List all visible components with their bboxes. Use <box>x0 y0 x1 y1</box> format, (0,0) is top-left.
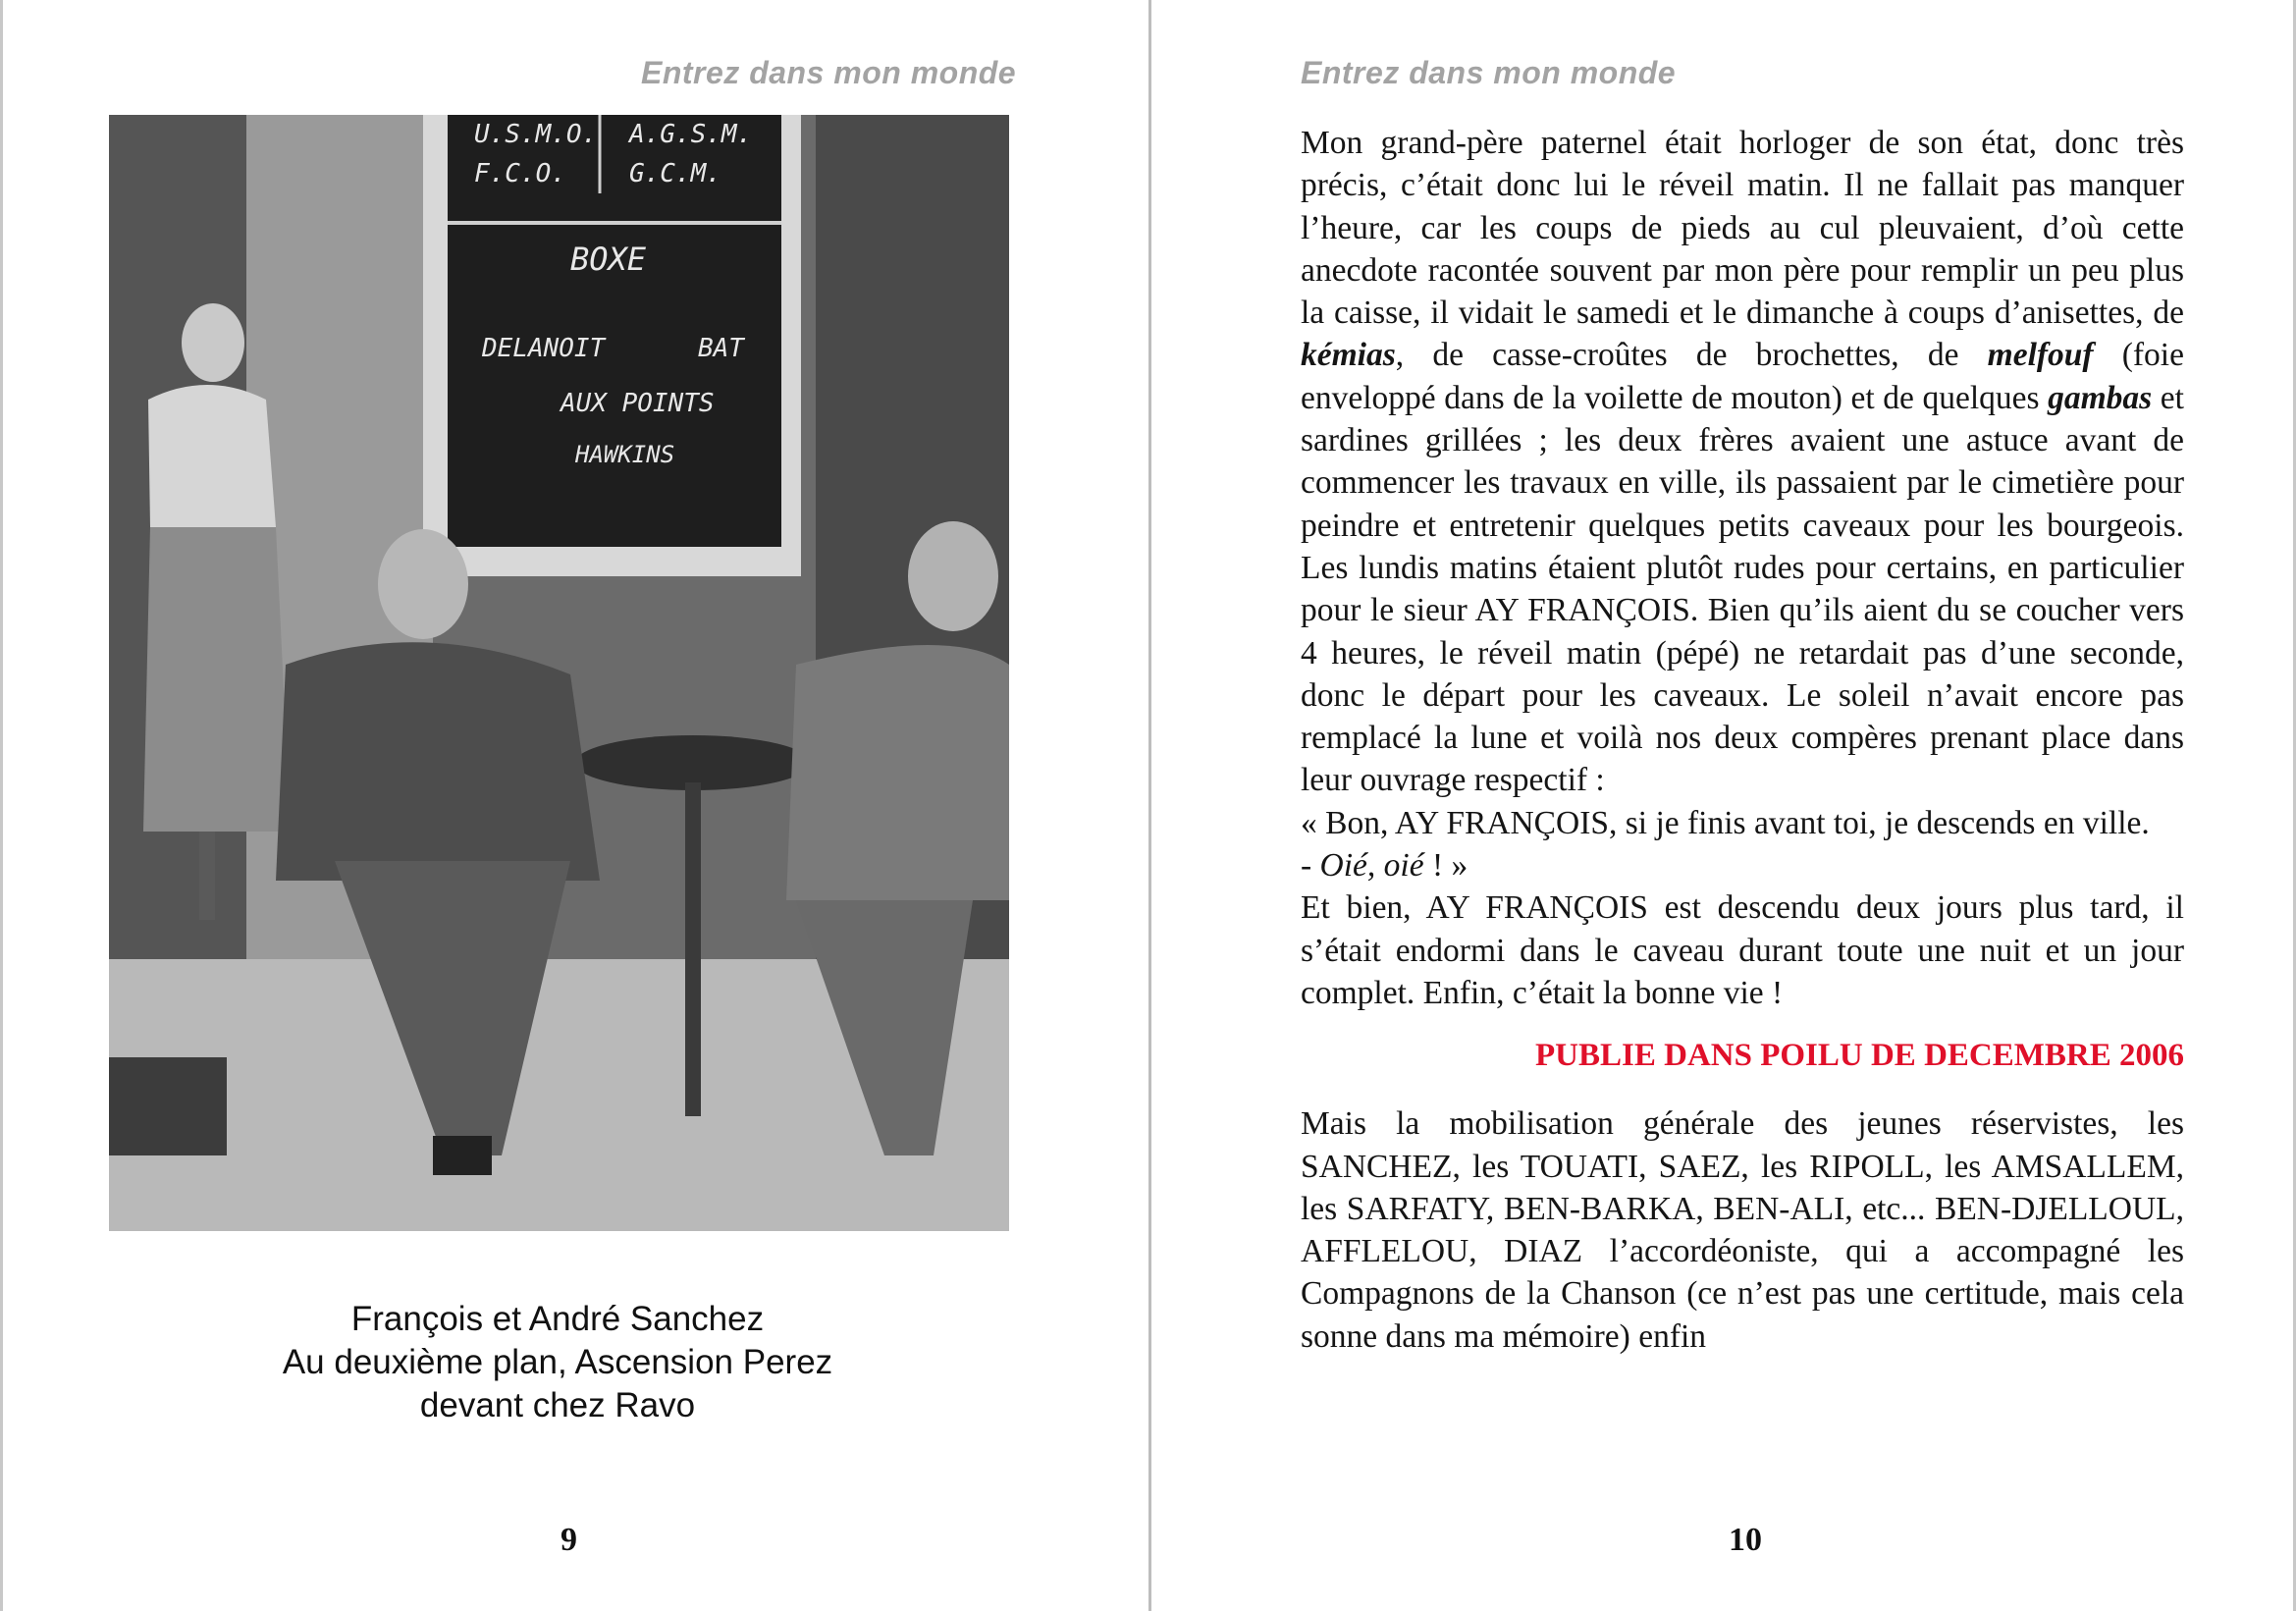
right-page <box>1148 0 2296 1611</box>
emphasis-word: melfouf <box>1987 337 2094 374</box>
caption-line: devant chez Ravo <box>419 1386 696 1424</box>
paragraph: Mais la mobilisation générale des jeunes réservistes, les SANCHEZ, les TOUATI, SAEZ, les RIPOLL, les AMSALLEM, les SARFATY, BEN-BARKA, BEN-ALI, etc... BEN-DJELLOUL, AFFLELOU, DIAZ l’accordéoniste, qui a accompagné les Compagnons de la Chanson (ce n’est pas une certitude, mais cela sonne dans ma mémoire) enfin <box>1301 1105 2184 1355</box>
board-line: BOXE <box>570 241 647 278</box>
emphasis-word: gambas <box>2048 379 2153 416</box>
paragraph: Et bien, AY FRANÇOIS est descendu deux jours plus tard, il s’était endormi dans le caveau durant toute une nuit et un jour complet. Enfin, c’était la bonne vie ! <box>1301 889 2184 1011</box>
photo-caption <box>3 1298 1112 1427</box>
page-number: 9 <box>561 1522 577 1558</box>
board-line: U.S.M.O. <box>474 120 598 149</box>
page-number: 10 <box>1729 1522 1762 1558</box>
board-line: HAWKINS <box>575 441 675 468</box>
vintage-photo <box>109 115 1009 1231</box>
board-line: F.C.O. <box>474 159 566 188</box>
running-header: Entrez dans mon monde <box>1301 55 1677 90</box>
emphasis-word: kémias <box>1301 337 1396 374</box>
running-header: Entrez dans mon monde <box>641 55 1017 90</box>
body-text <box>1301 122 2184 1358</box>
board-line: DELANOIT <box>482 334 606 363</box>
caption-line: Au deuxième plan, Ascension Perez <box>282 1343 833 1381</box>
quote-line: - Oié, oié ! » <box>1301 847 1468 885</box>
paragraph: Mon grand-père paternel était horloger de son état, donc très précis, c’était donc lui le réveil matin. Il ne fallait pas manquer l’heure, car les coups de pieds au cul pleuvaient, d’où cette anecdote racontée souvent par mon père pour remplir un peu plus la caisse, il vidait le samedi et le dimanche à coups d’anisettes, de kémias, de casse-croûtes de brochettes, de melfouf (foie enveloppé dans de la voilette de mouton) et de quelques gambas et sardines grillées ; les deux frères avaient une astuce avant de commencer les travaux en ville, ils passaient par le cimetière pour peindre et entretenir quelques petits caveaux pour les bourgeois. Les lundis matins étaient plutôt rudes pour certains, en particulier pour le sieur AY FRANÇOIS. Bien qu’ils aient du se coucher vers 4 heures, le réveil matin (pépé) ne retardait pas d’une seconde, donc le départ pour les caveaux. Le soleil n’avait encore pas remplacé la lune et voilà nos deux compères prenant place dans leur ouvrage respectif : <box>1301 125 2184 799</box>
board-line: AUX POINTS <box>561 389 715 418</box>
quote-line: « Bon, AY FRANÇOIS, si je finis avant toi, je descends en ville. <box>1301 804 2150 841</box>
photo-illustration <box>109 115 1009 1231</box>
board-line: A.G.S.M. <box>629 120 753 149</box>
board-line: BAT <box>698 334 744 363</box>
caption-line: François et André Sanchez <box>350 1300 765 1338</box>
board-line: G.C.M. <box>629 159 721 188</box>
section-heading: PUBLIE DANS POILU DE DECEMBRE 2006 <box>1535 1038 2184 1074</box>
